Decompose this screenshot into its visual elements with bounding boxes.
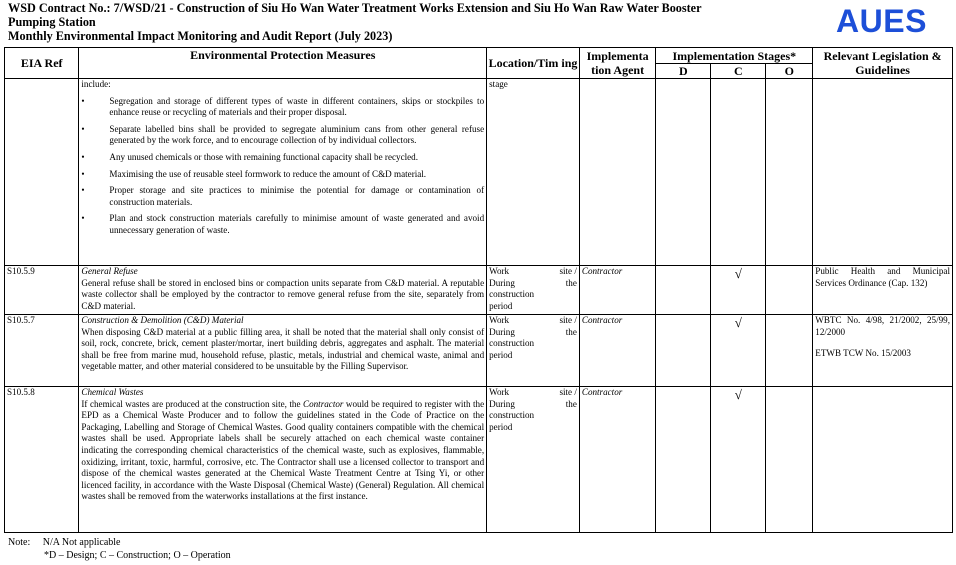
header-measures: Environmental Protection Measures: [79, 48, 487, 79]
waste-measures-list: [81, 96, 484, 237]
contract-title-line1: WSD Contract No.: 7/WSD/21 - Construction of Siu Ho Wan Water Treatment Works Extension and Siu Ho Wan Raw Water Booster: [8, 1, 702, 15]
legislation-cell: WBTC No. 4/98, 21/2002, 25/99, 12/2000 ETWB TCW No. 15/2003: [813, 315, 953, 387]
note-na: N/A Not applicable: [42, 537, 121, 548]
measure-title: Construction & Demolition (C&D) Material: [81, 315, 244, 325]
measures-cell: [79, 79, 487, 266]
agent-cell: Contractor: [579, 387, 655, 533]
contract-title-line2: Pumping Station: [8, 14, 96, 29]
list-item: • Separate labelled bins shall be provided to segregate aluminium cans from other general refuse generated by the work force, and to encourage collection of by individual collectors.: [81, 124, 484, 147]
table-row: [5, 315, 953, 387]
measures-cell: [79, 315, 487, 387]
measure-text: When disposing C&D material at a public filling area, it shall be noted that the material shall only consist of soil, rock, concrete, brick, cement plaster/mortar, inert building debris, aggregates and asphalt. The material shall be free from marine mud, household refuse, plastic, metals, industrial and chemical waste, animal and vegetable matter, and other material considered to be unsuitable by the Filling Supervisor.: [81, 326, 485, 372]
agent-cell: Contractor: [579, 315, 655, 387]
table-row: [5, 387, 953, 533]
footnote: [8, 537, 120, 549]
measure-title: General Refuse: [81, 266, 138, 276]
header-stage-o: O: [766, 64, 813, 79]
header-location: Location/Tim ing: [487, 48, 580, 79]
legislation-cell: [813, 387, 953, 533]
measures-cell: [79, 266, 487, 315]
table-row: [5, 266, 953, 315]
table-row-continuation: [5, 79, 953, 266]
agent-cell: Contractor: [579, 266, 655, 315]
header-stages: Implementation Stages*: [656, 48, 813, 64]
check-mark: √: [711, 266, 766, 315]
eia-ref: S10.5.9: [5, 266, 79, 315]
header-agent: Implementa tion Agent: [579, 48, 655, 79]
list-item: • Plan and stock construction materials carefully to minimise amount of waste generated and avoid unnecessary generation of waste.: [81, 213, 484, 236]
location-cell: Work site / During the construction period: [487, 387, 580, 533]
header-legislation: Relevant Legislation & Guidelines: [813, 48, 953, 79]
legislation-cell: Public Health and Municipal Services Ordinance (Cap. 132): [813, 266, 953, 315]
report-title: Monthly Environmental Impact Monitoring and Audit Report (July 2023): [8, 28, 393, 43]
header-eia-ref: EIA Ref: [5, 48, 79, 79]
report-header: [8, 2, 702, 43]
location-cell: Work site / During the construction period: [487, 266, 580, 315]
note-label: Note:: [8, 537, 31, 548]
header-stage-d: D: [656, 64, 711, 79]
measures-cell: [79, 387, 487, 533]
location-cell: stage: [487, 79, 580, 266]
measure-text: If chemical wastes are produced at the construction site, the Contractor would be required to register with the EPD as a Chemical Waste Producer and to follow the guidelines stated in the Code of Practice on the Packaging, Labelling and Storage of Chemical Wastes. Good quality containers compatible with the chemical wastes shall be used. Appropriate labels shall be securely attached on each chemical waste container indicating the corresponding chemical characteristics of the chemical waste, such as explosives, flammable, oxidizing, irritant, toxic, harmful, corrosive, etc. The Contractor shall use a licensed collector to transport and dispose of the chemical wastes generated at the Chemical Waste Treatment Centre at Tsing Yi, or other licenced facility, in accordance with the Waste Disposal (Chemical Waste) (General) Regulation. All chemical wastes shall be removed from the waterworks installations at the first instance.: [81, 398, 485, 502]
note-stages: *D – Design; C – Construction; O – Operation: [44, 550, 231, 561]
list-item: • Segregation and storage of different types of waste in different containers, skips or stockpiles to enhance reuse or recycling of materials and their proper disposal.: [81, 96, 484, 119]
aues-logo: AUES: [836, 3, 927, 39]
check-mark: √: [711, 315, 766, 387]
list-item: • Any unused chemicals or those with remaining functional capacity shall be recycled.: [81, 152, 484, 164]
location-cell: Work site / During the construction period: [487, 315, 580, 387]
eia-ref: S10.5.8: [5, 387, 79, 533]
list-item: • Proper storage and site practices to minimise the potential for damage or contamination of construction materials.: [81, 185, 484, 208]
measure-text: General refuse shall be stored in enclosed bins or compaction units separate from C&D material. A reputable waste collector shall be employed by the contractor to remove general refuse from the site, separately from C&D material.: [81, 277, 485, 311]
measure-title: Chemical Wastes: [81, 387, 144, 397]
header-stage-c: C: [711, 64, 766, 79]
continuation-intro: include:: [81, 79, 111, 89]
mitigation-measures-table: [4, 47, 953, 533]
list-item: • Maximising the use of reusable steel formwork to reduce the amount of C&D material.: [81, 169, 484, 181]
check-mark: √: [711, 387, 766, 533]
eia-ref: S10.5.7: [5, 315, 79, 387]
